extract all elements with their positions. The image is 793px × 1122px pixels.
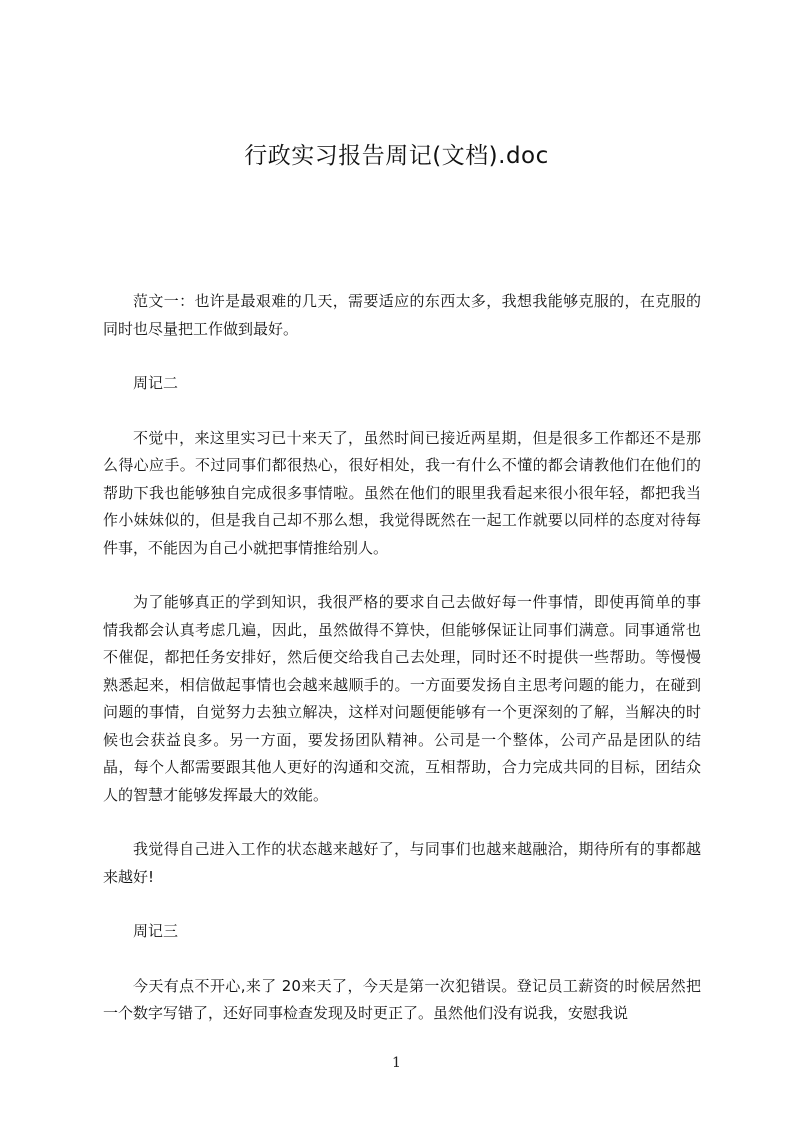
heading-zhouji-2: 周记二	[133, 374, 179, 392]
paragraph-zhouji-2-a: 不觉中，来这里实习已十来天了，虽然时间已接近两星期，但是很多工作都还不是那么得心应手。不过同事们都很热心，很好相处，我一有什么不懂的都会请教他们在他们的帮助下我也能够独自完成很多事情啦。虽然在他们的眼里我看起来很小很年轻，都把我当作小妹妹似的，但是我自己却不那么想，我觉得既然在一起工作就要以同样的态度对待每件事，不能因为自己小就把事情推给别人。	[103, 428, 701, 557]
heading-zhouji-3: 周记三	[133, 922, 179, 940]
paragraph-zhouji-2-b: 为了能够真正的学到知识，我很严格的要求自己去做好每一件事情，即使再简单的事情我都会认真考虑几遍，因此，虽然做得不算快，但能够保证让同事们满意。同事通常也不催促，都把任务安排好，然后便交给我自己去处理，同时还不时提供一些帮助。等慢慢熟悉起来，相信做起事情也会越来越顺手的。一方面要发扬自主思考问题的能力，在碰到问题的事情，自觉努力去独立解决，这样对问题便能够有一个更深刻的了解，当解决的时候也会获益良多。另一方面，要发扬团队精神。公司是一个整体，公司产品是团队的结晶，每个人都需要跟其他人更好的沟通和交流，互相帮助，合力完成共同的目标，团结众人的智慧才能够发挥最大的效能。	[103, 593, 701, 804]
paragraph-gap	[103, 343, 701, 370]
paragraph-gap	[103, 891, 701, 918]
paragraph-zhouji-3-a: 今天有点不开心,来了 20来天了，今天是第一次犯错误。登记员工薪资的时候居然把一个数字写错了，还好同事检查发现及时更正了。虽然他们没有说我，安慰我说	[103, 976, 701, 1022]
document-body	[103, 288, 701, 1028]
paragraph-gap	[103, 946, 701, 973]
document-title: 行政实习报告周记(文档).doc	[244, 143, 549, 169]
paragraph-gap	[103, 562, 701, 589]
paragraph-fanwen-1: 范文一：也许是最艰难的几天，需要适应的东西太多，我想我能够克服的，在克服的同时也尽量把工作做到最好。	[103, 292, 701, 338]
paragraph-gap	[103, 809, 701, 836]
paragraph-gap	[103, 398, 701, 425]
paragraph-zhouji-2-c: 我觉得自己进入工作的状态越来越好了，与同事们也越来越融洽，期待所有的事都越来越好!	[103, 840, 701, 886]
page-number: 1	[392, 1055, 401, 1071]
